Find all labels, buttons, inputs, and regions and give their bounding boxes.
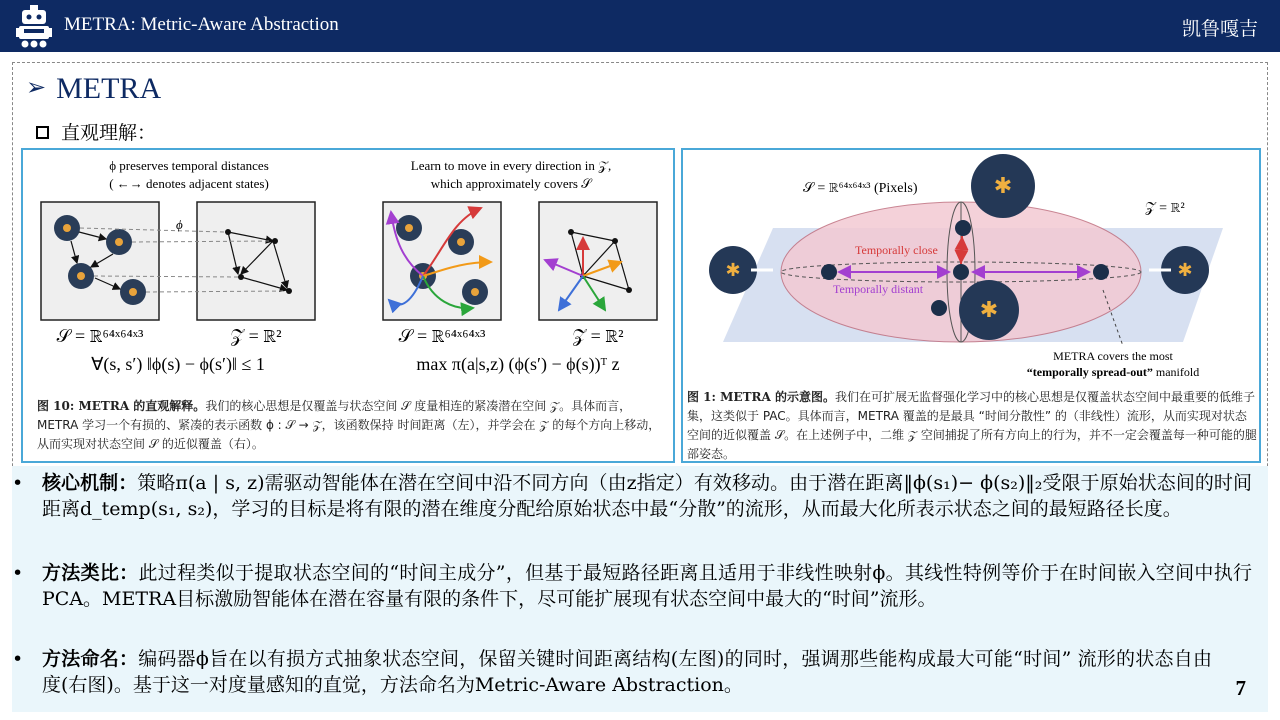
latent-space-box (197, 202, 315, 320)
figure-right-caption (687, 388, 1257, 463)
bullet-label: 方法命名： (42, 648, 139, 670)
bullet-core-mechanism (12, 470, 1252, 522)
bullet-text: 策略π(a | s, z)需驱动智能体在潜在空间中沿不同方向（由z指定）有效移动。由于潜在距离‖ϕ(s₁)− ϕ(s₂)‖₂受限于原始状态间的时间距离d_temp(s₁, s₂)，学习的目标是将有限的潜在维度分配给原始状态中最“分散”的流形，从而最大化所表示状态之间的最短路径长度。 (42, 472, 1252, 520)
fig-right-caption-2: which approximately covers 𝒮 (430, 176, 592, 191)
phi-label: ϕ (176, 217, 183, 232)
svg-text:✱: ✱ (1177, 260, 1193, 281)
square-bullet-icon (36, 126, 49, 139)
author-name: 凯鲁嘎吉 (1181, 18, 1258, 40)
figure-left-diagram (23, 150, 673, 395)
figure-left-caption (37, 397, 663, 454)
svg-text:✱: ✱ (725, 260, 741, 281)
subheading (36, 118, 156, 145)
robot-icon (14, 4, 54, 48)
latent-space-label: 𝒵 = ℝ² (230, 326, 282, 346)
figure-left-caption-bold: 图 10: METRA 的直观解释。 (37, 399, 206, 413)
bullet-method-naming (12, 646, 1252, 698)
bullet-dot-icon: • (12, 562, 24, 584)
section-heading (26, 72, 161, 106)
arrow-icon: ➢ (26, 75, 47, 101)
state-space-label: 𝒮 = ℝ⁶⁴ˣ⁶⁴ˣ³ (56, 326, 144, 346)
heading-text: METRA (56, 72, 162, 105)
subheading-text: 直观理解： (61, 122, 157, 144)
bullet-method-analogy (12, 560, 1252, 612)
covers-line-2 (1027, 365, 1199, 379)
covers-line-1: METRA covers the most (1053, 349, 1173, 363)
latent-space-label-2: 𝒵 = ℝ² (572, 326, 624, 346)
fig-left-caption-2: ( ←→ denotes adjacent states) (109, 176, 269, 191)
bullet-text: 编码器ϕ旨在以有损方式抽象状态空间，保留关键时间距离结构(左图)的同时，强调那些能构成最大可能“时间” 流形的状态自由度(右图)。基于这一对度量感知的直觉，方法命名为Metric-Aware Abstraction。 (42, 648, 1212, 696)
figure-right-caption-bold: 图 1: METRA 的示意图。 (687, 390, 835, 404)
bullet-label: 核心机制： (42, 472, 138, 494)
figure-left (21, 148, 675, 463)
figure-right-diagram (683, 150, 1259, 385)
state-space-label-2: 𝒮 = ℝ⁶⁴ˣ⁶⁴ˣ³ (398, 326, 486, 346)
figure-right (681, 148, 1261, 463)
svg-text:✱: ✱ (993, 174, 1013, 199)
temporally-distant-label: Temporally distant (833, 282, 924, 296)
header-bar (0, 0, 1280, 52)
bullet-dot-icon: • (12, 648, 24, 670)
covers-bold: “temporally spread-out” (1026, 365, 1153, 379)
temporally-close-label: Temporally close (855, 243, 938, 257)
fig-left-caption-1: ϕ preserves temporal distances (109, 158, 269, 173)
constraint-formula: ∀(s, s′) ‖ϕ(s) − ϕ(s′)‖ ≤ 1 (91, 354, 265, 374)
fig-right-caption-1: Learn to move in every direction in 𝒵, (410, 158, 612, 173)
latent-plane-label: 𝒵 = ℝ² (1145, 201, 1185, 216)
latent-space-box-2 (539, 202, 657, 320)
svg-text:✱: ✱ (979, 298, 999, 323)
covers-rest: manifold (1152, 365, 1200, 379)
bullet-label: 方法类比： (42, 562, 139, 584)
page-number: 7 (1235, 676, 1246, 700)
bullet-dot-icon: • (12, 472, 24, 494)
pixels-space-label: 𝒮 = ℝ⁶⁴ˣ⁶⁴ˣ³ (Pixels) (803, 181, 918, 196)
bullet-text: 此过程类似于提取状态空间的“时间主成分”，但基于最短路径距离且适用于非线性映射ϕ。其线性特例等价于在时间嵌入空间中执行PCA。METRA目标激励智能体在潜在容量有限的条件下，尽可能扩展现有状态空间中最大的“时间”流形。 (42, 562, 1252, 610)
figure-left-caption-text: 我们的核心思想是仅覆盖与状态空间 𝒮 度量相连的紧凑潜在空间 𝒵。具体而言，METRA 学习一个有损的、紧凑的表示函数 ϕ : 𝒮 → 𝒵，该函数保持 时间距离（左），并学会在 𝒵 的每个方向上移动，从而实现对状态空间 𝒮 的近似覆盖（右）。 (37, 399, 661, 451)
figure-right-caption-text: 我们在可扩展无监督强化学习中的核心思想是仅覆盖状态空间中最重要的低维子集，这类似于 PAC。具体而言，METRA 覆盖的是最具 “时间分散性” 的（非线性）流形，从而实现对状态空间的近似覆盖 𝒮。在上述例子中，二维 𝒵 空间捕捉了所有方向上的行为，并不一定会覆盖每一种可能的腿部姿态。 (687, 390, 1257, 461)
slide-title: METRA: Metric-Aware Abstraction (64, 14, 339, 35)
objective-formula: max π(a|s,z) (ϕ(s′) − ϕ(s))ᵀ z (416, 354, 620, 374)
